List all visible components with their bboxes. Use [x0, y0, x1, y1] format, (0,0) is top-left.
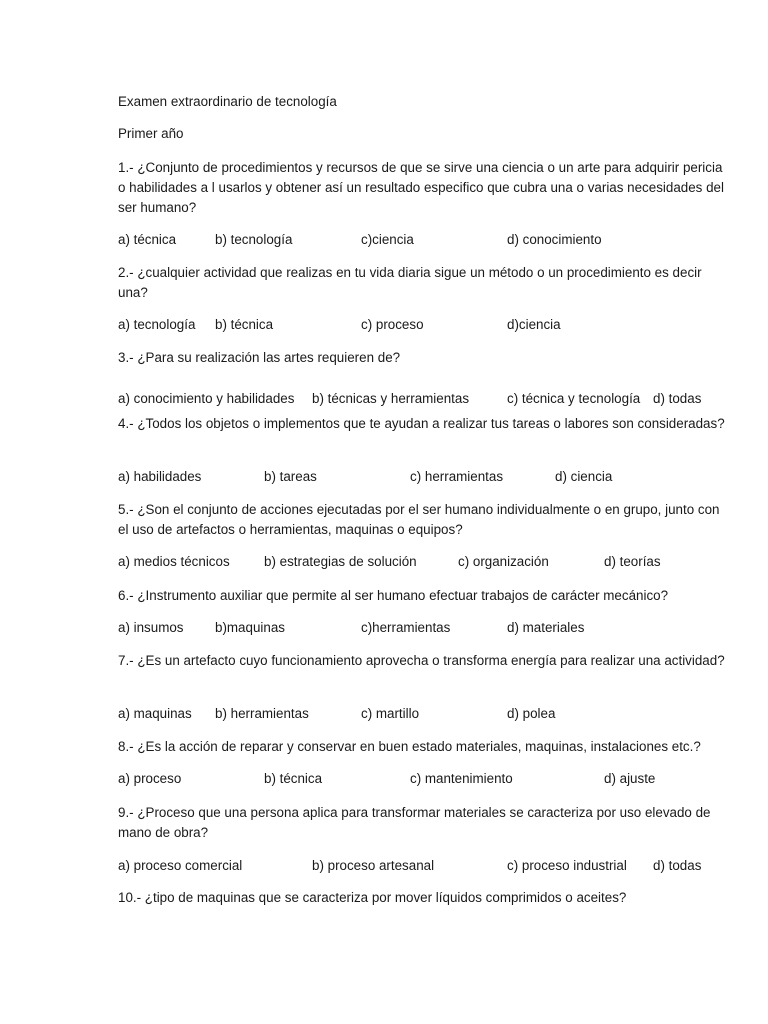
option-d: d) todas [653, 858, 702, 873]
option-d: d) conocimiento [507, 232, 602, 247]
option-d: d) todas [653, 391, 702, 406]
option-a: a) maquinas [118, 706, 192, 721]
option-d: d)ciencia [507, 317, 561, 332]
question-10-text: 10.- ¿tipo de maquinas que se caracteriza por mover líquidos comprimidos o aceites? [118, 890, 627, 905]
option-a: a) conocimiento y habilidades [118, 391, 295, 406]
question-8-text: 8.- ¿Es la acción de reparar y conservar en buen estado materiales, maquinas, instalaciones etc.? [118, 739, 701, 754]
question-6-options [118, 618, 738, 638]
question-2-text: 2.- ¿cualquier actividad que realizas en tu vida diaria sigue un método o un procedimiento es decir una? [118, 265, 702, 300]
option-d: d) teorías [604, 554, 661, 569]
option-b: b) tareas [264, 469, 317, 484]
option-b: b) técnica [264, 771, 323, 786]
option-c: c) martillo [361, 706, 420, 721]
question-2-options [118, 315, 738, 335]
option-b: b) tecnología [215, 232, 293, 247]
option-c: c) mantenimiento [410, 771, 513, 786]
question-3-text: 3.- ¿Para su realización las artes requieren de? [118, 350, 401, 365]
option-a: a) técnica [118, 232, 177, 247]
option-c: c) técnica y tecnología [507, 391, 641, 406]
option-d: d) ajuste [604, 771, 656, 786]
question-3-options [118, 389, 738, 409]
question-9-text: 9.- ¿Proceso que una persona aplica para transformar materiales se caracteriza por uso elevado de mano de obra? [118, 805, 711, 840]
exam-grade: Primer año [118, 126, 184, 141]
option-b: b) técnicas y herramientas [312, 391, 470, 406]
option-d: d) polea [507, 706, 556, 721]
option-b: b) proceso artesanal [312, 858, 435, 873]
option-c: c) herramientas [410, 469, 504, 484]
question-5-options [118, 552, 738, 572]
question-8-options [118, 769, 738, 789]
option-c: c)herramientas [361, 620, 451, 635]
option-b: b) herramientas [215, 706, 309, 721]
option-c: c) proceso industrial [507, 858, 627, 873]
question-4-options [118, 467, 738, 487]
option-a: a) proceso comercial [118, 858, 243, 873]
exam-title: Examen extraordinario de tecnología [118, 94, 337, 109]
option-c: c) proceso [361, 317, 424, 332]
question-1-options [118, 230, 738, 250]
option-a: a) tecnología [118, 317, 196, 332]
option-b: b) estrategias de solución [264, 554, 417, 569]
question-1-text: 1.- ¿Conjunto de procedimientos y recursos de que se sirve una ciencia o un arte para adquirir pericia o habilidades a l usarlos y obtener así un resultado especifico que cubra una o varias necesidades del ser humano? [118, 160, 724, 215]
question-6-text: 6.- ¿Instrumento auxiliar que permite al ser humano efectuar trabajos de carácter mecánico? [118, 588, 669, 603]
option-c: c) organización [458, 554, 549, 569]
option-a: a) medios técnicos [118, 554, 230, 569]
option-b: b)maquinas [215, 620, 285, 635]
option-a: a) insumos [118, 620, 184, 635]
option-c: c)ciencia [361, 232, 414, 247]
question-4-text: 4.- ¿Todos los objetos o implementos que te ayudan a realizar tus tareas o labores son consideradas? [118, 416, 725, 431]
question-5-text: 5.- ¿Son el conjunto de acciones ejecutadas por el ser humano individualmente o en grupo, junto con el uso de artefactos o herramientas, maquinas o equipos? [118, 502, 720, 537]
option-a: a) habilidades [118, 469, 202, 484]
option-a: a) proceso [118, 771, 182, 786]
option-b: b) técnica [215, 317, 274, 332]
question-9-options [118, 856, 738, 876]
question-7-text: 7.- ¿Es un artefacto cuyo funcionamiento aprovecha o transforma energía para realizar una actividad? [118, 653, 725, 668]
option-d: d) materiales [507, 620, 585, 635]
question-7-options [118, 704, 738, 724]
option-d: d) ciencia [555, 469, 613, 484]
